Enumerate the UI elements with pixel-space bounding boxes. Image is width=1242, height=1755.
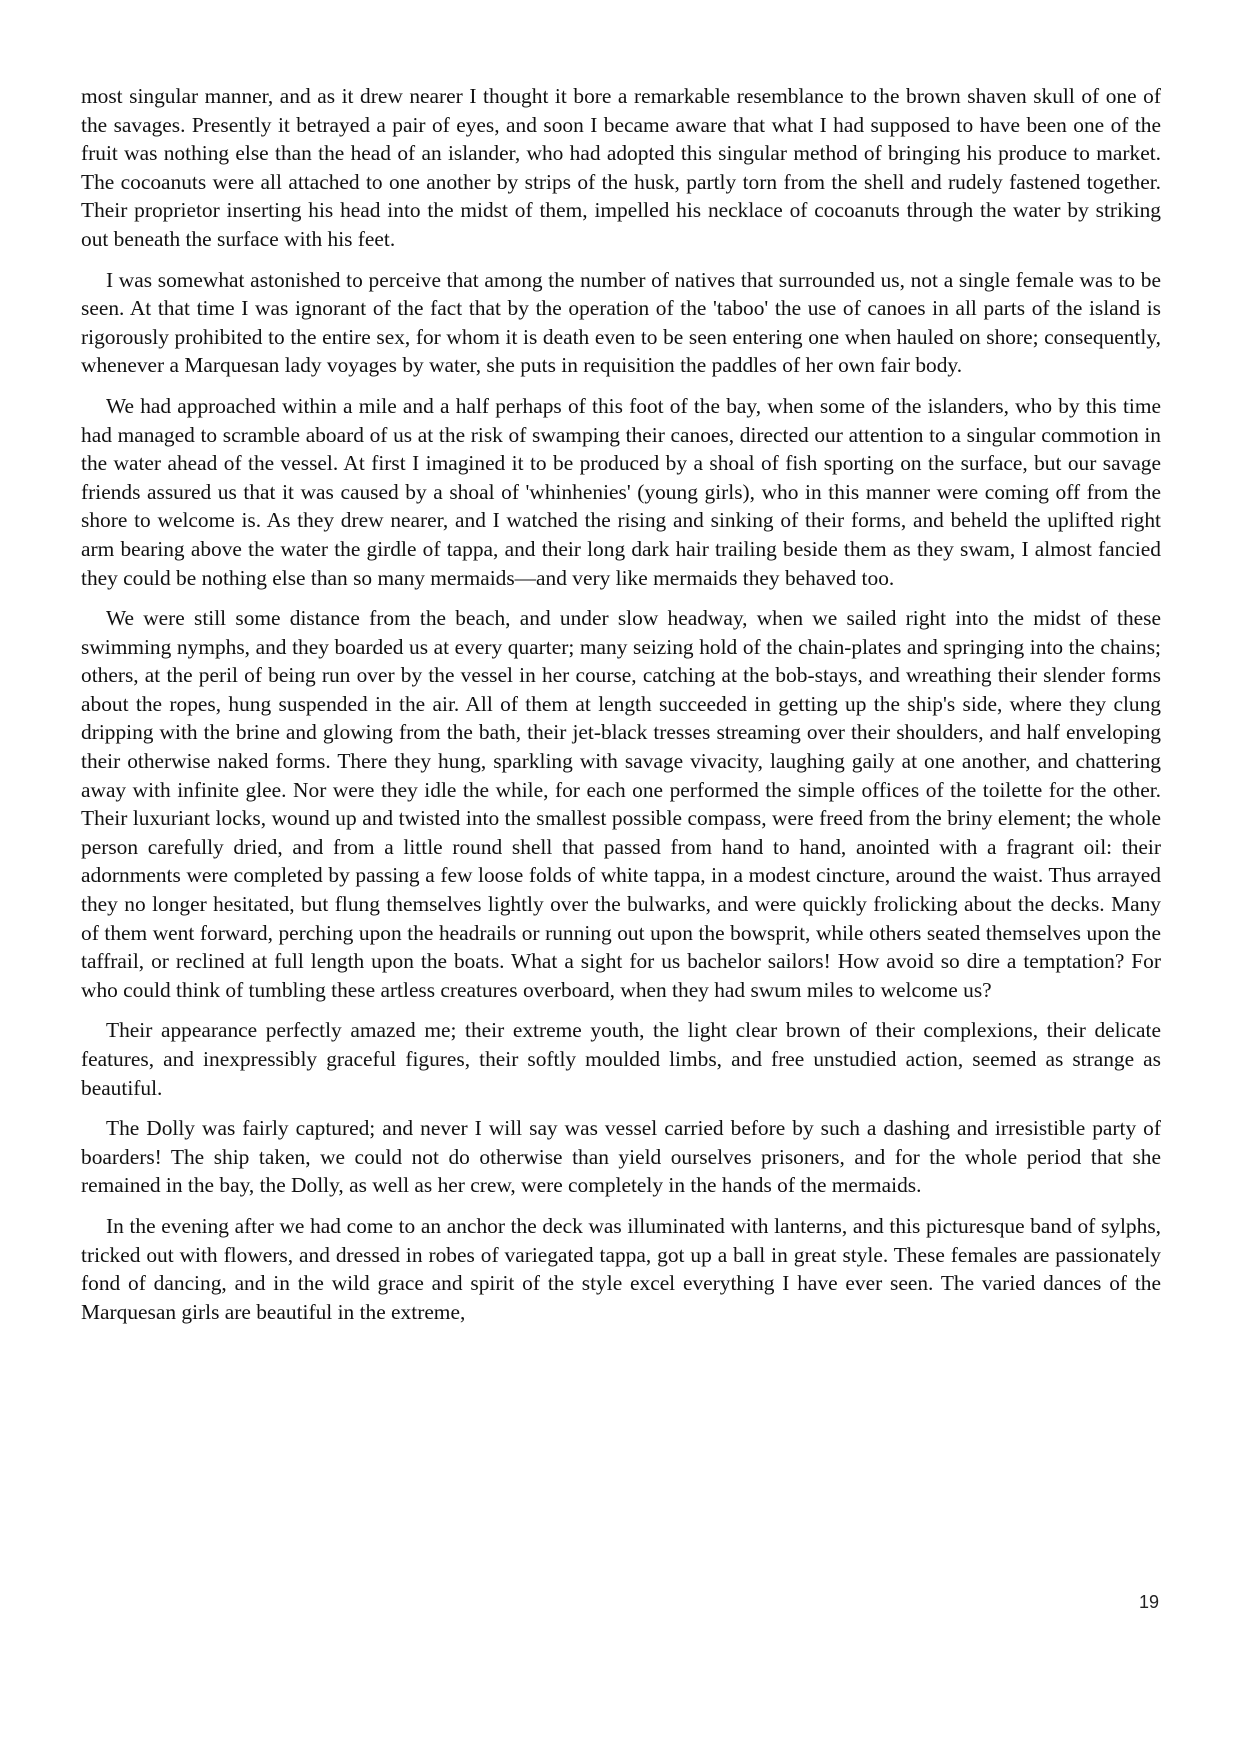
paragraph-6: The Dolly was fairly captured; and never I will say was vessel carried before by such a dashing and irresistible party of boarders! The ship taken, we could not do otherwise than yield ourselves prisoners, and for the whole period that she remained in the bay, the Dolly, as well as her crew, were completely in the hands of the mermaids. — [81, 1116, 1161, 1198]
body-text — [81, 82, 1161, 1338]
paragraph-3: We had approached within a mile and a half perhaps of this foot of the bay, when some of the islanders, who by this time had managed to scramble aboard of us at the risk of swamping their canoes, directed our attention to a singular commotion in the water ahead of the vessel. At first I imagined it to be produced by a shoal of fish sporting on the surface, but our savage friends assured us that it was caused by a shoal of 'whinhenies' (young girls), who in this manner were coming off from the shore to welcome is. As they drew nearer, and I watched the rising and sinking of their forms, and beheld the uplifted right arm bearing above the water the girdle of tappa, and their long dark hair trailing beside them as they swam, I almost fancied they could be nothing else than so many mermaids—and very like mermaids they behaved too. — [81, 393, 1161, 590]
paragraph-5: Their appearance perfectly amazed me; their extreme youth, the light clear brown of their complexions, their delicate features, and inexpressibly graceful figures, their softly moulded limbs, and free unstudied action, seemed as strange as beautiful. — [81, 1018, 1161, 1100]
paragraph-1: most singular manner, and as it drew nearer I thought it bore a remarkable resemblance to the brown shaven skull of one of the savages. Presently it betrayed a pair of eyes, and soon I became aware that what I had supposed to have been one of the fruit was nothing else than the head of an islander, who had adopted this singular method of bringing his produce to market. The cocoanuts were all attached to one another by strips of the husk, partly torn from the shell and rudely fastened together. Their proprietor inserting his head into the midst of them, impelled his necklace of cocoanuts through the water by striking out beneath the surface with his feet. — [81, 84, 1161, 251]
paragraph-2: I was somewhat astonished to perceive that among the number of natives that surrounded us, not a single female was to be seen. At that time I was ignorant of the fact that by the operation of the 'taboo' the use of canoes in all parts of the island is rigorously prohibited to the entire sex, for whom it is death even to be seen entering one when hauled on shore; consequently, whenever a Marquesan lady voyages by water, she puts in requisition the paddles of her own fair body. — [81, 267, 1161, 378]
paragraph-7: In the evening after we had come to an anchor the deck was illuminated with lanterns, and this picturesque band of sylphs, tricked out with flowers, and dressed in robes of variegated tappa, got up a ball in great style. These females are passionately fond of dancing, and in the wild grace and spirit of the style excel everything I have ever seen. The varied dances of the Marquesan girls are beautiful in the extreme, — [81, 1213, 1161, 1324]
paragraph-4: We were still some distance from the beach, and under slow headway, when we sailed right into the midst of these swimming nymphs, and they boarded us at every quarter; many seizing hold of the chain-plates and springing into the chains; others, at the peril of being run over by the vessel in her course, catching at the bob-stays, and wreathing their slender forms about the ropes, hung suspended in the air. All of them at length succeeded in getting up the ship's side, where they clung dripping with the brine and glowing from the bath, their jet-black tresses streaming over their shoulders, and half enveloping their otherwise naked forms. There they hung, sparkling with savage vivacity, laughing gaily at one another, and chattering away with infinite glee. Nor were they idle the while, for each one performed the simple offices of the toilette for the other. Their luxuriant locks, wound up and twisted into the smallest possible compass, were freed from the briny element; the whole person carefully dried, and from a little round shell that passed from hand to hand, anointed with a fragrant oil: their adornments were completed by passing a few loose folds of white tappa, in a modest cincture, around the waist. Thus arrayed they no longer hesitated, but flung themselves lightly over the bulwarks, and were quickly frolicking about the decks. Many of them went forward, perching upon the headrails or running out upon the bowsprit, while others seated themselves upon the taffrail, or reclined at full length upon the boats. What a sight for us bachelor sailors! How avoid so dire a temptation? For who could think of tumbling these artless creatures overboard, when they had swum miles to welcome us? — [81, 606, 1161, 1002]
page-number: 19 — [1138, 1592, 1159, 1612]
